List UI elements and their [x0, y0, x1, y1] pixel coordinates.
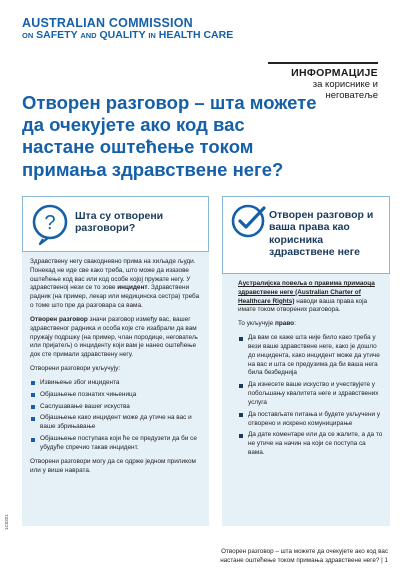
list-item: Да дате коментаре или да се жалите, а да то не утиче на начин на који се поступа са вама.: [238, 431, 384, 457]
rights-intro: То укључује право:: [238, 320, 296, 328]
right-panel-header: [222, 196, 390, 274]
right-panel-body: [222, 274, 390, 458]
disclosure-includes-list: [30, 379, 201, 453]
charter-paragraph: Аустралијска повеља о правима примаоца здравствене неге (Australian Charter of Healthcare Rights) наводи ваша права која имате током отворених разговора.: [238, 280, 375, 314]
checkmark-icon: [231, 203, 267, 244]
page-number: 1: [384, 556, 388, 564]
left-panel-header: [22, 196, 209, 252]
list-item: Објашњење поступака који ће се предузети да би се убудуће спречио такав инцидент.: [30, 435, 201, 453]
intro-paragraph: Здравствену негу свакодневно прима на хиљаде људи. Понекад не иде све како треба, што може да изазове оштећење код вас или код особе којој пружате негу. У здравственој нези се то зове инцидент. Здравствени радник (на пример, лекар или медицинска сестра) треба о томе што пре да разговара са вама.: [30, 258, 200, 310]
charter-link[interactable]: Аустралијска повеља о правима примаоца здравствене неге (Australian Charter of Healthcare Rights): [238, 280, 375, 305]
left-panel-body: [22, 252, 209, 475]
list-intro: Отворени разговори укључују:: [30, 365, 121, 373]
page-title: Отворен разговор – шта можете да очекујете ако код вас настане оштећење током примања здравствене неге?: [22, 92, 317, 180]
audience-subtitle-2: неговатеље: [325, 90, 378, 102]
page-footer: [188, 548, 388, 565]
footer-line-1: Отворен разговор – шта можете да очекујете ако код вас: [221, 548, 388, 555]
footer-line-2: настане оштећење током примања здравствене неге? | 1: [220, 556, 388, 564]
audience-title: ИНФОРМАЦИЈЕ: [291, 67, 378, 79]
audience-subtitle-1: за кориснике и: [312, 79, 378, 90]
your-rights-panel: [222, 196, 390, 526]
list-item: Објашњење познатих чињеница: [30, 391, 201, 400]
logo-line-1: AUSTRALIAN COMMISSION: [22, 16, 193, 30]
svg-text:?: ?: [44, 212, 56, 234]
document-code: 1C0321: [4, 514, 9, 530]
rights-list: [238, 334, 384, 458]
list-item: Да вам се каже шта није било како треба у вези ваше здравствене неге, како је дошло до инцидента, како инцидент може да утиче на вас и шта се предузима да би ваша нега била безбеднија: [238, 334, 384, 378]
list-item: Да постављате питања и будете укључени у отворено и искрено комуницирање: [238, 411, 384, 429]
list-item: Извињење због инцидента: [30, 379, 201, 388]
audience-rule: [268, 62, 378, 64]
closing-paragraph: Отворени разговори могу да се одрже једном приликом или у више наврата.: [30, 457, 196, 474]
question-mark-icon: [31, 203, 69, 250]
commission-logo: [22, 16, 233, 42]
list-item: Објашњење како инцидент може да утиче на вас и ваше збрињавање: [30, 414, 201, 432]
what-are-open-disclosures-panel: [22, 196, 209, 526]
list-item: Саслушавање вашег искуства: [30, 403, 201, 412]
definition-paragraph: Отворен разговор значи разговор између вас, вашег здравственог радника и особа које сте изабрали да вам пружају подршку (на пример, члан породице, неговатељ или пријатељ) о инциденту који вам је нанео оштећење док сте примали здравствену негу.: [30, 315, 198, 359]
left-panel-title: Шта су отворени разговори?: [75, 210, 164, 235]
right-panel-title: Отворен разговор и ваша права као корисника здравствене неге: [269, 209, 374, 259]
logo-line-2: ON SAFETY AND QUALITY IN HEALTH CARE: [22, 29, 234, 41]
list-item: Да изнесете ваше искуство и учествујете у побољшању квалитета неге и здравствених услуга: [238, 381, 384, 407]
